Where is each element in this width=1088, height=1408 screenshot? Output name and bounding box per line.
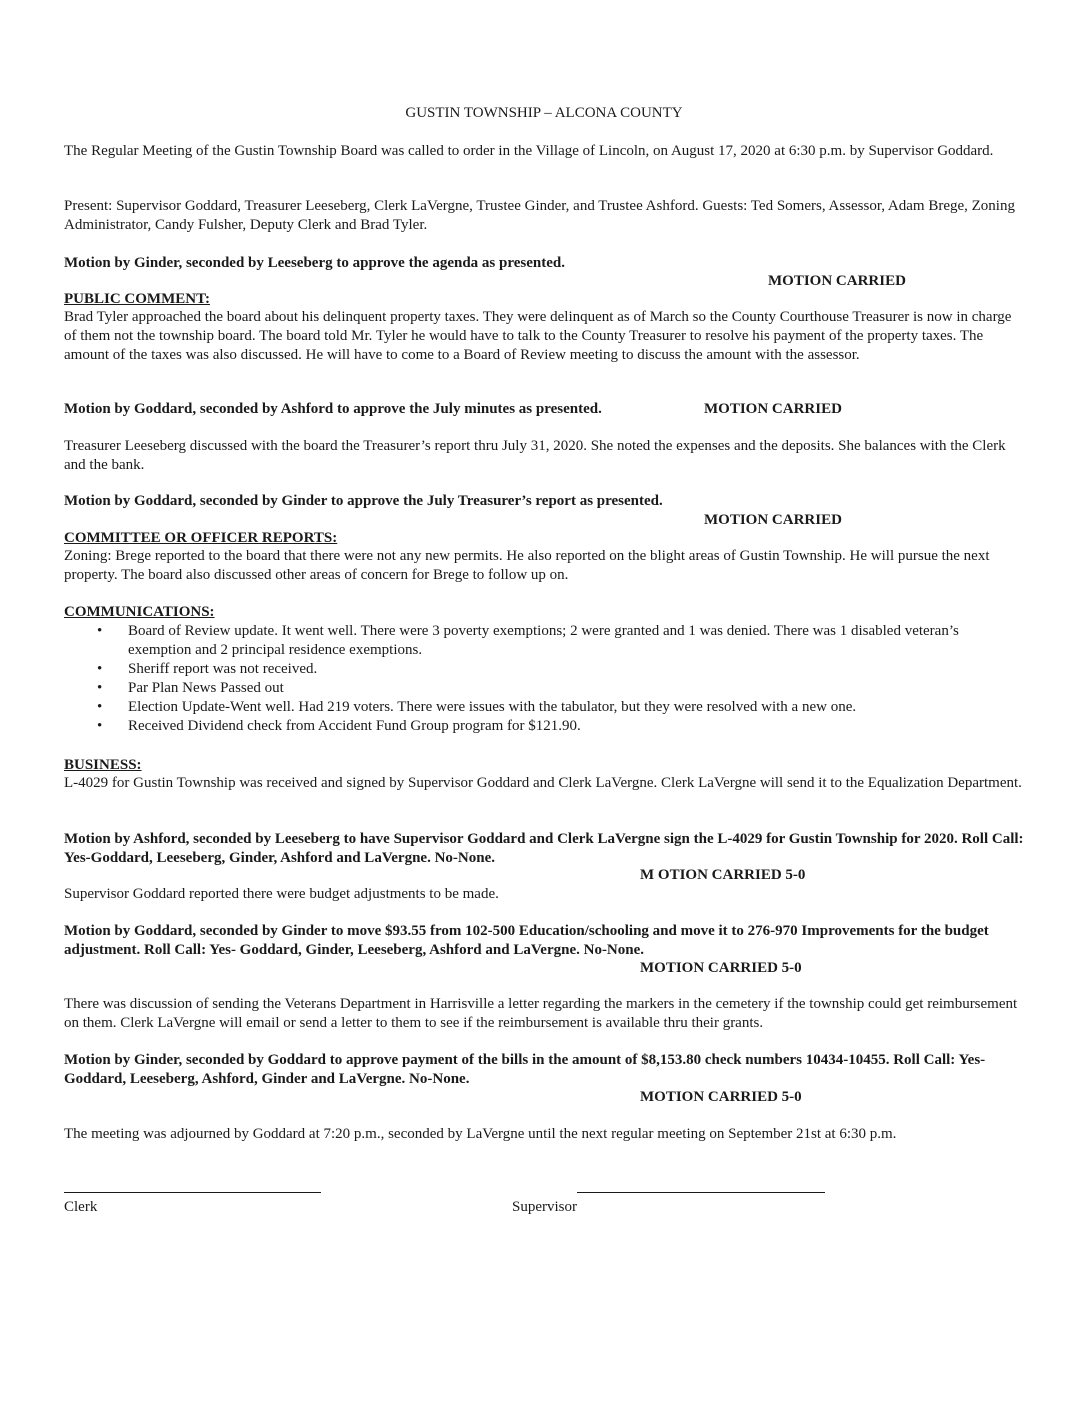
public-comment-text: Brad Tyler approached the board about his delinquent property taxes. They were delinquent as of March so the County Courthouse Treasurer is now in charge of them not the township board. The board told Mr. Tyler he would have to talk to the County Treasurer to resolve his payment of the property taxes. The amount of the taxes was also discussed. He will have to come to a Board of Review meeting to discuss the amount with the assessor. bbox=[64, 309, 1012, 363]
motion-agenda-text: Motion by Ginder, seconded by Leeseberg to approve the agenda as presented. bbox=[64, 255, 565, 271]
list-item: • Sheriff report was not received. bbox=[97, 661, 318, 677]
treasurer-paragraph: Treasurer Leeseberg discussed with the board the Treasurer’s report thru July 31, 2020. She noted the expenses and the deposits. She balances with the Clerk and the bank. bbox=[64, 438, 1006, 473]
bullet-icon: • bbox=[97, 718, 103, 734]
document-title: GUSTIN TOWNSHIP – ALCONA COUNTY bbox=[405, 105, 683, 121]
motion-budget-result: MOTION CARRIED 5-0 bbox=[640, 960, 802, 976]
adjourn-paragraph: The meeting was adjourned by Goddard at 7:20 p.m., seconded by LaVergne until the next regular meeting on September 21st at 6:30 p.m. bbox=[64, 1126, 897, 1142]
motion-l4029-text: Motion by Ashford, seconded by Leeseberg to have Supervisor Goddard and Clerk LaVergne sign the L-4029 for Gustin Township for 2020. Roll Call: Yes-Goddard, Leeseberg, Ginder, Ashford and LaVergne. No-None. bbox=[64, 831, 1024, 866]
communications-list bbox=[64, 622, 1024, 736]
motion-minutes-text: Motion by Goddard, seconded by Ashford to approve the July minutes as presented. bbox=[64, 401, 602, 417]
motion-bills-result: MOTION CARRIED 5-0 bbox=[640, 1089, 802, 1105]
clerk-signature-line bbox=[64, 1192, 321, 1193]
list-item: • Election Update-Went well. Had 219 voters. There were issues with the tabulator, but they were resolved with a new one. bbox=[97, 699, 857, 715]
opening-paragraph: The Regular Meeting of the Gustin Township Board was called to order in the Village of Lincoln, on August 17, 2020 at 6:30 p.m. by Supervisor Goddard. bbox=[64, 143, 994, 159]
attendance-paragraph: Present: Supervisor Goddard, Treasurer Leeseberg, Clerk LaVergne, Trustee Ginder, and Trustee Ashford. Guests: Ted Somers, Assessor, Adam Brege, Zoning Administrator, Candy Fulsher, Deputy Clerk and Brad Tyler. bbox=[64, 198, 1015, 233]
motion-budget-text: Motion by Goddard, seconded by Ginder to move $93.55 from 102-500 Education/schooling and move it to 276-970 Improvements for the budget adjustment. Roll Call: Yes- Goddard, Ginder, Leeseberg, Ashford and LaVergne. No-None. bbox=[64, 923, 989, 958]
veterans-paragraph: There was discussion of sending the Veterans Department in Harrisville a letter regarding the markers in the cemetery if the township could get reimbursement on them. Clerk LaVergne will email or send a letter to them to see if the reimbursement is available thru their grants. bbox=[64, 996, 1018, 1031]
clerk-label: Clerk bbox=[64, 1199, 98, 1215]
committee-text: Zoning: Brege reported to the board that there were not any new permits. He also reported on the blight areas of Gustin Township. He will pursue the next property. The board also discussed other areas of concern for Brege to follow up on. bbox=[64, 548, 990, 583]
bullet-icon: • bbox=[97, 699, 103, 715]
list-item: • Par Plan News Passed out bbox=[97, 680, 284, 696]
supervisor-signature-line bbox=[577, 1192, 825, 1193]
motion-treasurer-result: MOTION CARRIED bbox=[704, 512, 842, 528]
supervisor-label: Supervisor bbox=[512, 1199, 577, 1215]
business-text: L-4029 for Gustin Township was received and signed by Supervisor Goddard and Clerk LaVergne. Clerk LaVergne will send it to the Equalization Department. bbox=[64, 775, 1022, 791]
bullet-icon: • bbox=[97, 623, 103, 639]
motion-agenda-result: MOTION CARRIED bbox=[768, 273, 906, 289]
bullet-icon: • bbox=[97, 680, 103, 696]
budget-paragraph: Supervisor Goddard reported there were budget adjustments to be made. bbox=[64, 886, 499, 902]
motion-bills-text: Motion by Ginder, seconded by Goddard to approve payment of the bills in the amount of $8,153.80 check numbers 10434-10455. Roll Call: Yes- Goddard, Leeseberg, Ashford, Ginder and LaVergne. No-None. bbox=[64, 1052, 986, 1087]
list-item: • Board of Review update. It went well. There were 3 poverty exemptions; 2 were granted and 1 was denied. There was 1 disabled veteran’s exemption and 2 principal residence exemptions. bbox=[97, 623, 959, 658]
communications-heading: COMMUNICATIONS: bbox=[64, 604, 215, 620]
committee-heading: COMMITTEE OR OFFICER REPORTS: bbox=[64, 530, 338, 546]
bullet-icon: • bbox=[97, 661, 103, 677]
business-heading: BUSINESS: bbox=[64, 757, 142, 773]
motion-treasurer-text: Motion by Goddard, seconded by Ginder to approve the July Treasurer’s report as presented. bbox=[64, 493, 663, 509]
motion-minutes-result: MOTION CARRIED bbox=[704, 401, 842, 417]
motion-l4029-result: M OTION CARRIED 5-0 bbox=[640, 867, 806, 883]
list-item: • Received Dividend check from Accident Fund Group program for $121.90. bbox=[97, 718, 581, 734]
public-comment-heading: PUBLIC COMMENT: bbox=[64, 291, 210, 307]
